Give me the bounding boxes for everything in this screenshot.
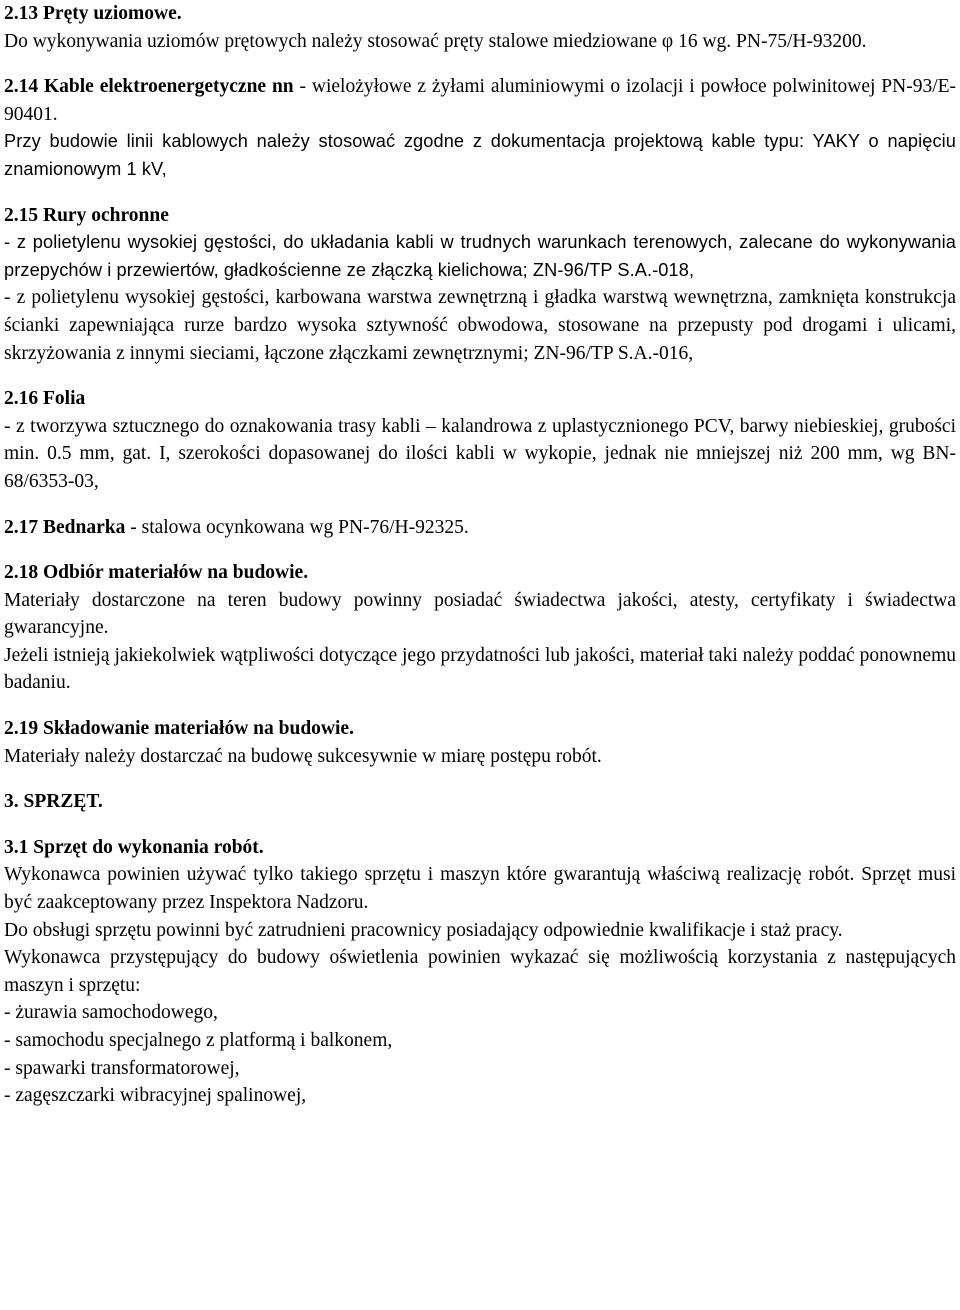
- document-page: [4, 0, 956, 1110]
- section-2-16-heading: [4, 385, 956, 413]
- section-2-14: [4, 73, 956, 183]
- section-2-17-line: [4, 514, 956, 542]
- section-2-15-heading: [4, 202, 956, 230]
- list-item: - zagęszczarki wibracyjnej spalinowej,: [4, 1085, 307, 1107]
- list-item: - spawarki transformatorowej,: [4, 1057, 240, 1079]
- section-2-15: [4, 202, 956, 368]
- section-2-15-paragraph-1: - z polietylenu wysokiej gęstości, do układania kabli w trudnych warunkach terenowych, zalecane do wykonywania przepychów i przewiertów, gładkościenne ze złączką kielichowa; ZN-96/TP S.A.-018,: [4, 232, 956, 280]
- section-3-title: SPRZĘT.: [23, 791, 103, 813]
- section-2-16-number: 2.16: [4, 388, 39, 410]
- section-3-1-paragraph-1: Wykonawca powinien używać tylko takiego sprzętu i maszyn które gwarantują właściwą realizację robót. Sprzęt musi być zaakceptowany przez Inspektora Nadzoru.: [4, 864, 956, 914]
- section-2-17-number: 2.17: [4, 516, 39, 538]
- section-2-19-heading: [4, 715, 956, 743]
- section-3-1-title: Sprzęt do wykonania robót.: [33, 836, 264, 858]
- section-2-16-text: - z tworzywa sztucznego do oznakowania trasy kabli – kalandrowa z uplastycznionego PCV, barwy niebieskiej, grubości min. 0.5 mm, gat. I, szerokości dopasowanej do ilości kabli w wykopie, jednak nie mniejszej niż 200 mm, wg BN-68/6353-03,: [4, 415, 956, 492]
- section-3-heading: [4, 788, 956, 816]
- section-2-13-title: Pręty uziomowe.: [43, 3, 182, 24]
- section-2-17: [4, 514, 956, 542]
- section-2-17-text: - stalowa ocynkowana wg PN-76/H-92325.: [125, 516, 469, 538]
- section-2-13-heading: [4, 0, 956, 28]
- section-2-14-title: Kable elektroenergetyczne nn: [44, 76, 294, 98]
- section-3-1-paragraph-2: Do obsługi sprzętu powinni być zatrudnieni pracownicy posiadający odpowiednie kwalifikacje i staż pracy.: [4, 919, 843, 941]
- section-2-16-title: Folia: [43, 388, 86, 410]
- list-item: - żurawia samochodowego,: [4, 1002, 218, 1024]
- section-2-19: [4, 715, 956, 770]
- section-2-15-title: Rury ochronne: [43, 204, 169, 226]
- section-2-18-paragraph-2: Jeżeli istnieją jakiekolwiek wątpliwości dotyczące jego przydatności lub jakości, materiał taki należy poddać ponownemu badaniu.: [4, 644, 956, 694]
- section-2-19-text: Materiały należy dostarczać na budowę sukcesywnie w miarę postępu robót.: [4, 745, 602, 767]
- section-2-18-number: 2.18: [4, 562, 39, 584]
- equipment-list: [4, 999, 956, 1109]
- section-2-19-number: 2.19: [4, 718, 39, 740]
- section-3-1-number: 3.1: [4, 836, 29, 858]
- section-2-14-number: 2.14: [4, 76, 39, 98]
- section-2-18-paragraph-1: Materiały dostarczone na teren budowy powinny posiadać świadectwa jakości, atesty, certyfikaty i świadectwa gwarancyjne.: [4, 589, 956, 639]
- section-2-15-paragraph-2: - z polietylenu wysokiej gęstości, karbowana warstwa zewnętrzną i gładka warstwą wewnętrzna, zamknięta konstrukcja ścianki zapewniająca rurze bardzo wysoka sztywność obwodowa, stosowane na przepusty pod drogami i ulicami, skrzyżowania z innymi sieciami, łączone złączkami zewnętrznymi; ZN-96/TP S.A.-016,: [4, 287, 956, 364]
- section-2-13-number: 2.13: [4, 3, 39, 24]
- section-2-13: [4, 0, 956, 55]
- section-2-16: [4, 385, 956, 495]
- section-2-19-title: Składowanie materiałów na budowie.: [43, 718, 354, 740]
- section-3-1: [4, 834, 956, 1110]
- section-2-14-title-rest: - wielożyłowe z żyłami aluminiowymi o izolacji i powłoce polwinitowej PN-93/E-90401.: [4, 76, 957, 125]
- section-2-17-title: Bednarka: [43, 516, 126, 538]
- section-2-18-title: Odbiór materiałów na budowie.: [43, 562, 309, 584]
- section-3: [4, 788, 956, 816]
- section-2-18-heading: [4, 559, 956, 587]
- section-3-1-heading: [4, 834, 956, 862]
- list-item: - samochodu specjalnego z platformą i balkonem,: [4, 1030, 393, 1051]
- section-2-14-heading: [4, 73, 956, 128]
- section-2-14-text: Przy budowie linii kablowych należy stosować zgodne z dokumentacja projektową kable typu: YAKY o napięciu znamionowym 1 kV,: [4, 131, 956, 179]
- section-3-1-paragraph-3: Wykonawca przystępujący do budowy oświetlenia powinien wykazać się możliwością korzystania z następujących maszyn i sprzętu:: [4, 947, 956, 996]
- section-2-18: [4, 559, 956, 697]
- section-2-15-number: 2.15: [4, 204, 39, 226]
- section-3-number: 3.: [4, 791, 19, 813]
- section-2-13-text: Do wykonywania uziomów prętowych należy stosować pręty stalowe miedziowane φ 16 wg. PN-75/H-93200.: [4, 30, 867, 52]
